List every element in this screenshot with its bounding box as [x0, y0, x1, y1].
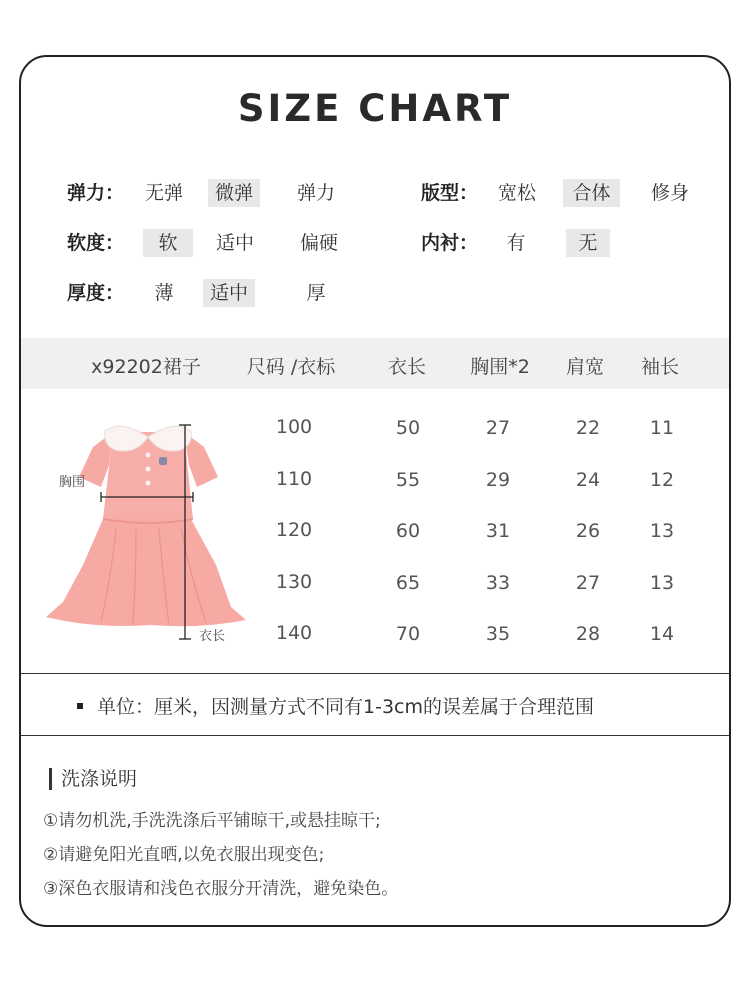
softness-label: 软度： — [67, 232, 125, 254]
cell-size: 120 — [275, 519, 313, 541]
length-label: 衣长 — [199, 629, 226, 644]
cell-shoulder: 27 — [575, 572, 601, 594]
header-sleeve: 袖长 — [640, 356, 680, 378]
cell-shoulder: 28 — [575, 623, 601, 645]
divider — [21, 673, 729, 674]
dress-diagram — [41, 417, 256, 647]
unit-note — [77, 692, 594, 719]
lining-label: 内衬： — [421, 232, 479, 254]
bullet-icon — [77, 703, 83, 709]
chest-label: 胸围 — [59, 475, 86, 490]
cell-chest: 33 — [485, 572, 511, 594]
washing-line: ③深色衣服请和浅色衣服分开清洗，避免染色。 — [43, 879, 399, 899]
elasticity-option-selected: 微弹 — [208, 179, 260, 207]
elasticity-option: 弹力 — [296, 182, 335, 204]
elasticity-option: 无弹 — [144, 182, 183, 204]
cell-size: 130 — [275, 571, 313, 593]
washing-line: ②请避免阳光直晒,以免衣服出现变色; — [43, 845, 325, 865]
cell-sleeve: 14 — [649, 623, 675, 645]
thickness-option: 厚 — [306, 282, 326, 304]
divider — [21, 735, 729, 736]
dress-skirt — [46, 519, 246, 626]
header-size: 尺码 /衣标 — [246, 356, 336, 378]
washing-title: 洗涤说明 — [49, 768, 137, 790]
softness-option-selected: 软 — [143, 229, 193, 257]
cell-sleeve: 11 — [649, 417, 675, 439]
cell-length: 50 — [395, 417, 421, 439]
page-title: SIZE CHART — [237, 87, 513, 130]
lining-option-selected: 无 — [566, 229, 610, 257]
lining-option: 有 — [506, 232, 526, 254]
cell-shoulder: 26 — [575, 520, 601, 542]
washing-line: ①请勿机洗,手洗洗涤后平铺晾干,或悬挂晾干; — [43, 811, 381, 831]
cell-length: 60 — [395, 520, 421, 542]
thickness-label: 厚度： — [67, 282, 125, 304]
cell-shoulder: 24 — [575, 469, 601, 491]
cell-length: 55 — [395, 469, 421, 491]
size-chart-card — [19, 55, 731, 927]
cell-length: 65 — [395, 572, 421, 594]
header-chest: 胸围*2 — [470, 356, 530, 378]
cell-chest: 35 — [485, 623, 511, 645]
header-shoulder: 肩宽 — [565, 356, 605, 378]
cell-shoulder: 22 — [575, 417, 601, 439]
cell-chest: 29 — [485, 469, 511, 491]
cell-chest: 31 — [485, 520, 511, 542]
thickness-option: 薄 — [154, 282, 174, 304]
unit-note-text: 单位：厘米，因测量方式不同有1-3cm的误差属于合理范围 — [97, 696, 594, 718]
fit-option: 宽松 — [497, 182, 536, 204]
softness-option: 适中 — [215, 232, 254, 254]
fit-option-selected: 合体 — [563, 179, 620, 207]
cell-sleeve: 13 — [649, 520, 675, 542]
softness-option: 偏硬 — [299, 232, 338, 254]
elasticity-label: 弹力： — [67, 182, 125, 204]
thickness-option-selected: 适中 — [203, 279, 255, 307]
cell-size: 140 — [275, 622, 313, 644]
header-length: 衣长 — [387, 356, 427, 378]
cell-sleeve: 13 — [649, 572, 675, 594]
fit-option: 修身 — [650, 182, 689, 204]
cell-chest: 27 — [485, 417, 511, 439]
size-table-header — [21, 338, 729, 389]
cell-sleeve: 12 — [649, 469, 675, 491]
cell-size: 100 — [275, 416, 313, 438]
header-product: x92202裙子 — [91, 356, 201, 378]
cell-size: 110 — [275, 468, 313, 490]
fit-label: 版型： — [421, 182, 479, 204]
cell-length: 70 — [395, 623, 421, 645]
